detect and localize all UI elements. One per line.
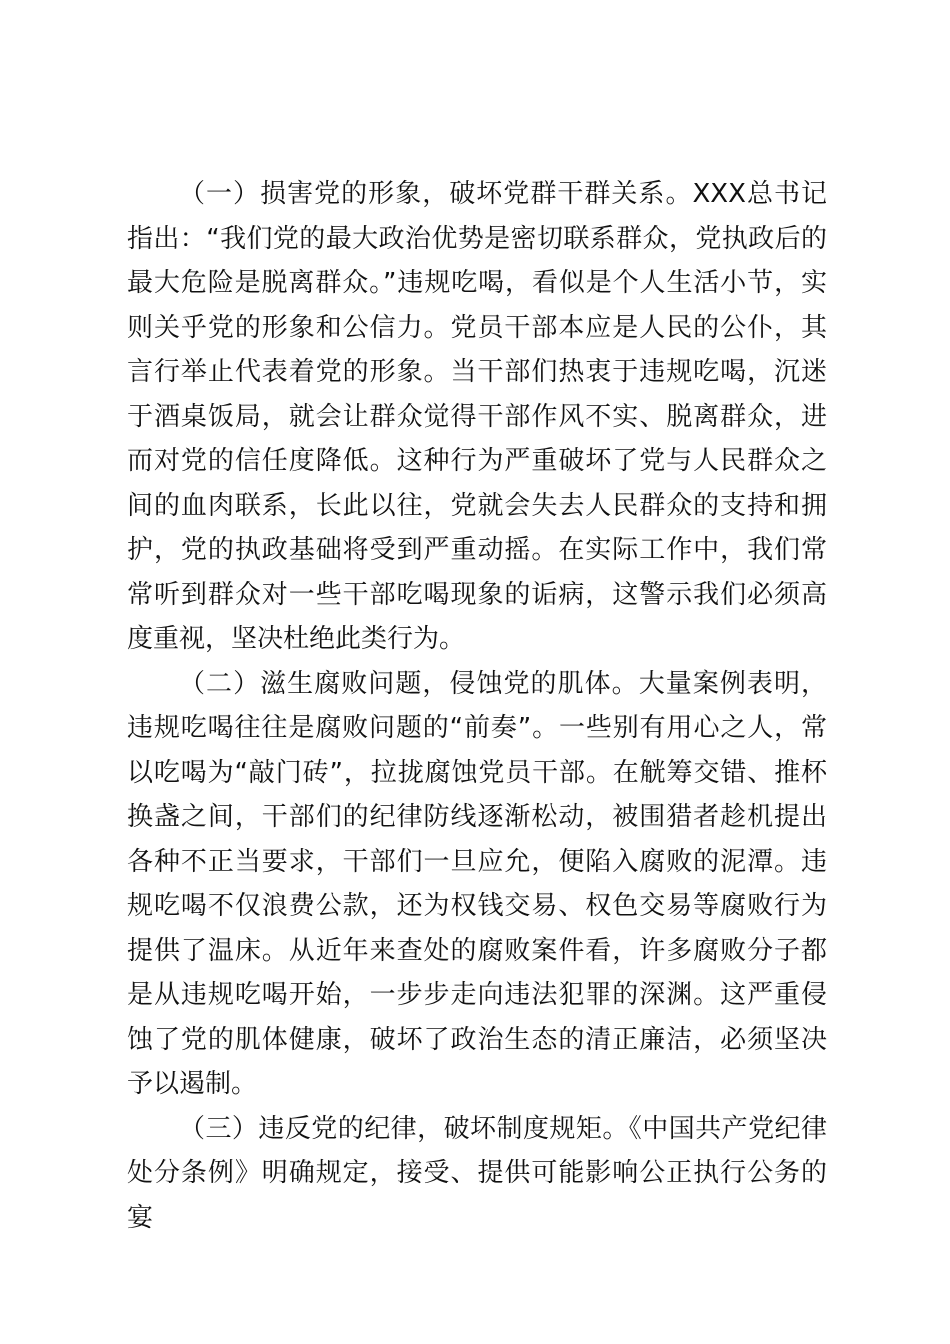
document-body [127, 172, 827, 1240]
paragraph-2: （二）滋生腐败问题，侵蚀党的肌体。大量案例表明，违规吃喝往往是腐败问题的“前奏”。一些别有用心之人，常以吃喝为“敲门砖”，拉拢腐蚀党员干部。在觥筹交错、推杯换盏之间，干部们的纪律防线逐渐松动，被围猎者趁机提出各种不正当要求，干部们一旦应允，便陷入腐败的泥潭。违规吃喝不仅浪费公款，还为权钱交易、权色交易等腐败行为提供了温床。从近年来查处的腐败案件看，许多腐败分子都是从违规吃喝开始，一步步走向违法犯罪的深渊。这严重侵蚀了党的肌体健康，破坏了政治生态的清正廉洁，必须坚决予以遏制。 [127, 668, 827, 1099]
paragraph-3: （三）违反党的纪律，破坏制度规矩。《中国共产党纪律处分条例》明确规定，接受、提供可能影响公正执行公务的宴 [127, 1113, 827, 1233]
paragraph-1: （一）损害党的形象，破坏党群干群关系。XXX总书记指出：“我们党的最大政治优势是密切联系群众，党执政后的最大危险是脱离群众。”违规吃喝，看似是个人生活小节，实则关乎党的形象和公信力。党员干部本应是人民的公仆，其言行举止代表着党的形象。当干部们热衷于违规吃喝，沉迷于酒桌饭局，就会让群众觉得干部作风不实、脱离群众，进而对党的信任度降低。这种行为严重破坏了党与人民群众之间的血肉联系，长此以往，党就会失去人民群众的支持和拥护，党的执政基础将受到严重动摇。在实际工作中，我们常常听到群众对一些干部吃喝现象的诟病，这警示我们必须高度重视，坚决杜绝此类行为。 [127, 179, 827, 654]
